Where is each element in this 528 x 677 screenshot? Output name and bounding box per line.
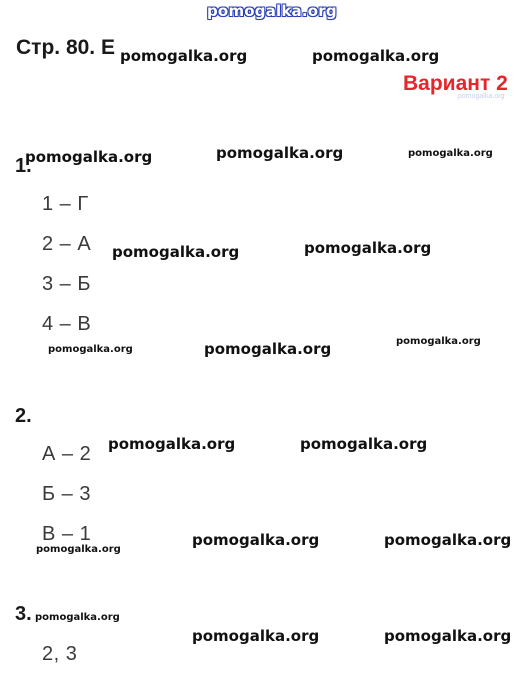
watermark: pomogalka.org bbox=[120, 47, 248, 65]
task-1-answer-3: 3 – Б bbox=[42, 273, 91, 295]
site-logo[interactable]: pomogalka.org bbox=[207, 2, 337, 20]
task-number-2: 2. bbox=[15, 405, 32, 427]
watermark: pomogalka.org bbox=[396, 336, 481, 347]
watermark: pomogalka.org bbox=[192, 531, 320, 549]
task-1-answer-1: 1 – Г bbox=[42, 193, 89, 215]
watermark: pomogalka.org bbox=[36, 544, 121, 555]
task-number-1: 1. bbox=[15, 155, 32, 177]
watermark: pomogalka.org bbox=[304, 239, 432, 257]
watermark: pomogalka.org bbox=[408, 148, 493, 159]
task-2-answer-1: А – 2 bbox=[42, 443, 92, 465]
watermark: pomogalka.org bbox=[204, 340, 332, 358]
page-title: Стр. 80. Е bbox=[16, 36, 115, 59]
task-number-3: 3. bbox=[15, 603, 32, 625]
watermark: pomogalka.org bbox=[108, 435, 236, 453]
watermark: pomogalka.org bbox=[384, 627, 512, 645]
watermark: pomogalka.org bbox=[25, 148, 153, 166]
watermark: pomogalka.org bbox=[384, 531, 512, 549]
task-2-answer-3: В – 1 bbox=[42, 523, 92, 545]
watermark: pomogalka.org bbox=[300, 435, 428, 453]
task-3-answer-1: 2, 3 bbox=[42, 643, 78, 665]
watermark: pomogalka.org bbox=[192, 627, 320, 645]
watermark: pomogalka.org bbox=[48, 344, 133, 355]
task-2-answer-2: Б – 3 bbox=[42, 483, 91, 505]
watermark: pomogalka.org bbox=[112, 243, 240, 261]
task-1-answer-2: 2 – А bbox=[42, 233, 92, 255]
watermark: pomogalka.org bbox=[35, 612, 120, 623]
faint-watermark: pomogalka.org bbox=[458, 93, 505, 100]
watermark: pomogalka.org bbox=[312, 47, 440, 65]
watermark: pomogalka.org bbox=[216, 144, 344, 162]
variant-label: Вариант 2 bbox=[403, 72, 508, 95]
task-1-answer-4: 4 – В bbox=[42, 313, 92, 335]
